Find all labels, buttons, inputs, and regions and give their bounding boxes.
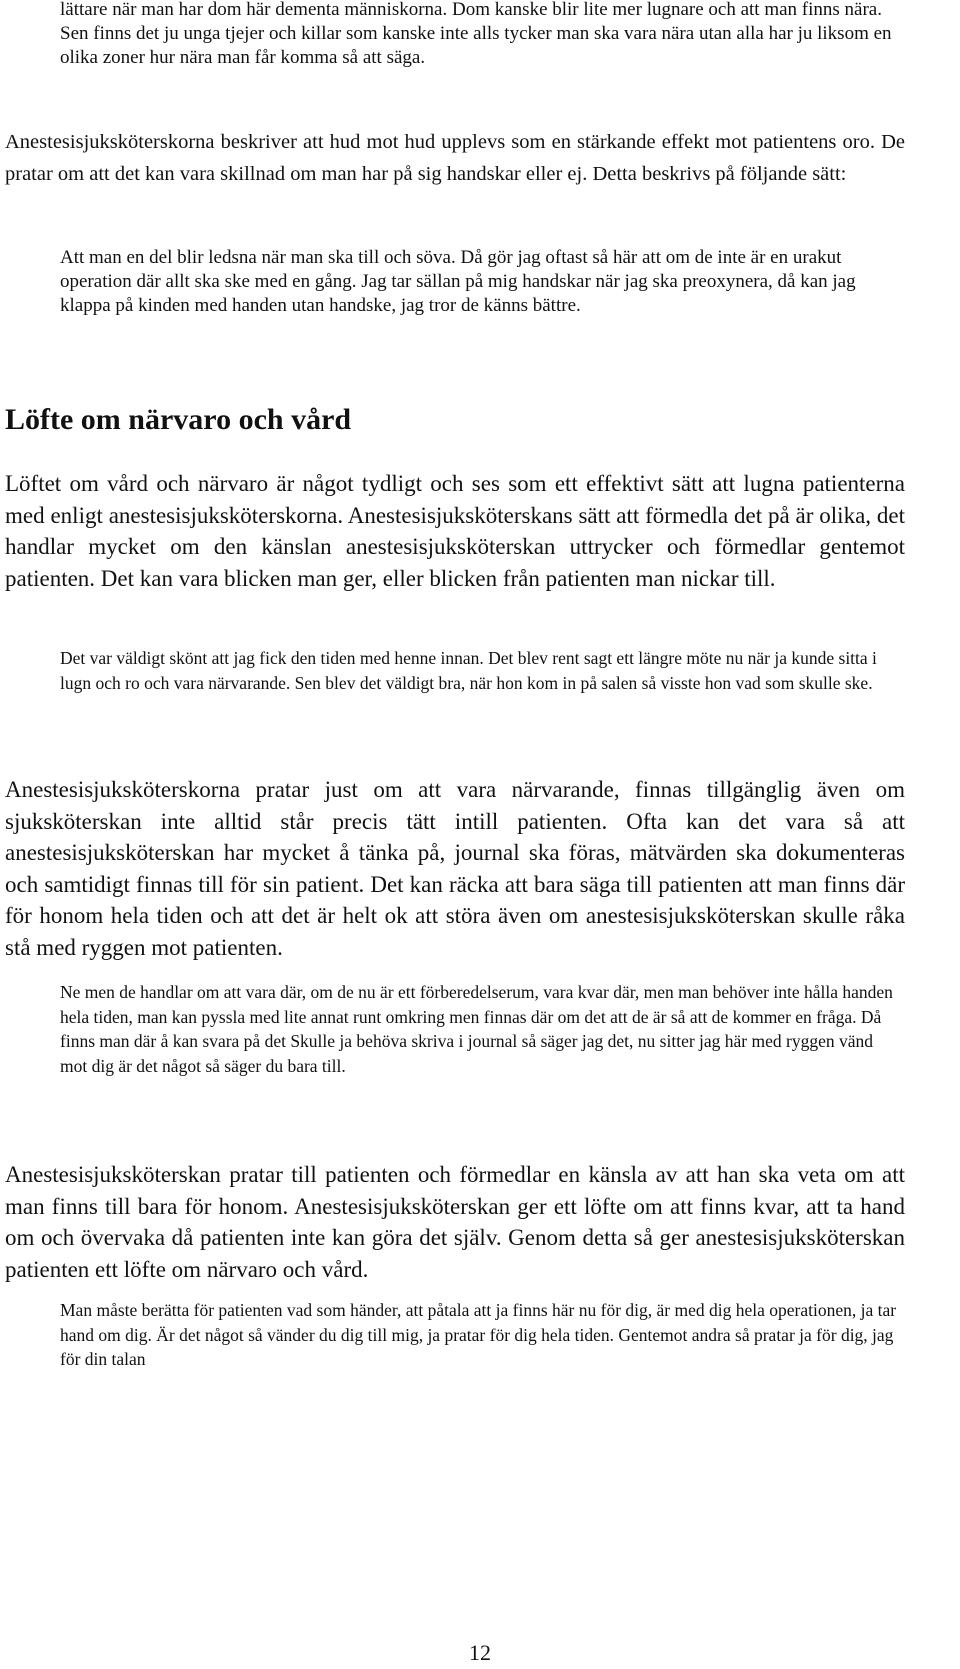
paragraph-3: Anestesisjuksköterskorna pratar just om att vara närvarande, finnas tillgänglig även om sjuksköterskan inte alltid står precis tätt intill patienten. Ofta kan det vara så att anestesisjuksköterskan har mycket å tänka på, journal ska föras, mätvärden ska dokumenteras och samtidigt finnas till för sin patient. Det kan räcka att bara säga till patienten att man finns där för honom hela tiden och att det är helt ok att störa även om anestesisjuksköterskan skulle råka stå med ryggen mot patienten. bbox=[5, 777, 905, 960]
quote-1: Att man en del blir ledsna när man ska till och söva. Då gör jag oftast så här att om de inte är en urakut operation där allt ska ske med en gång. Jag tar sällan på mig handskar när jag ska preoxynera, då kan jag klappa på kinden med handen utan handske, jag tror de känns bättre. bbox=[60, 247, 856, 316]
page-number: 12 bbox=[469, 1640, 491, 1665]
top-paragraph: lättare när man har dom här dementa människorna. Dom kanske blir lite mer lugnare och att man finns nära. Sen finns det ju unga tjejer och killar som kanske inte alls tycker man ska vara nära utan alla har ju liksom en olika zoner hur nära man får komma så att säga. bbox=[60, 0, 892, 68]
quote-2: Det var väldigt skönt att jag fick den tiden med henne innan. Det blev rent sagt ett längre möte nu när ja kunde sitta i lugn och ro och vara närvarande. Sen blev det väldigt bra, när hon kom in på salen så visste hon vad som skulle ske. bbox=[60, 648, 877, 693]
paragraph-1: Anestesisjuksköterskorna beskriver att hud mot hud upplevs som en stärkande effekt mot patientens oro. De pratar om att det kan vara skillnad om man har på sig handskar eller ej. Detta beskrivs på följande sätt: bbox=[5, 131, 905, 185]
paragraph-4: Anestesisjuksköterskan pratar till patienten och förmedlar en känsla av att han ska veta om att man finns till bara för honom. Anestesisjuksköterskan ger ett löfte om att finns kvar, att ta hand om och övervaka då patienten inte kan göra det själv. Genom detta så ger anestesisjuksköterskan patienten ett löfte om närvaro och vård. bbox=[5, 1162, 905, 1282]
paragraph-2: Löftet om vård och närvaro är något tydligt och ses som ett effektivt sätt att lugna patienterna med enligt anestesisjuksköterskorna. Anestesisjuksköterskans sätt att förmedla det på är olika, det handlar mycket om den känslan anestesisjuksköterskan uttrycker och förmedlar gentemot patienten. Det kan vara blicken man ger, eller blicken från patienten man nickar till. bbox=[5, 471, 905, 591]
section-heading: Löfte om närvaro och vård bbox=[5, 403, 352, 436]
quote-4: Man måste berätta för patienten vad som händer, att påtala att ja finns här nu för dig, är med dig hela operationen, ja tar hand om dig. Är det något så vänder du dig till mig, ja pratar för dig hela tiden. Gentemot andra så pratar ja för dig, jag för din talan bbox=[60, 1300, 897, 1369]
quote-3: Ne men de handlar om att vara där, om de nu är ett förberedelserum, vara kvar där, men man behöver inte hålla handen hela tiden, man kan pyssla med lite annat runt omkring men finnas där om det att de är så att de kommer en fråga. Då finns man där å kan svara på det Skulle ja behöva skriva i journal så säger jag det, nu sitter jag här med ryggen vänd mot dig är det något så säger du bara till. bbox=[60, 982, 893, 1076]
